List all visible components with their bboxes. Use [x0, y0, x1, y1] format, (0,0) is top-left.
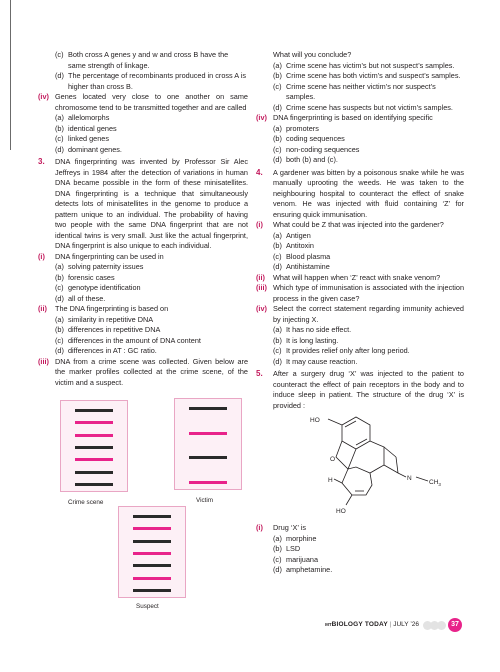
option-c: (c) linked genes — [55, 134, 109, 143]
option-c: (c) Blood plasma — [273, 251, 331, 261]
option-c: (c) It provides relief only after long period. — [273, 346, 410, 355]
victim-band-pink — [189, 481, 227, 484]
option-c: (c) genotype identification — [55, 283, 141, 292]
option-a: (a) promoters — [273, 123, 319, 133]
question-5-i-options — [256, 534, 464, 576]
option-b: (b) forensic cases — [55, 272, 115, 282]
suspect-band-pink — [133, 527, 171, 530]
suspect-band-pink — [133, 577, 171, 580]
option-c: (c) Crime scene has neither victim’s nor suspect’s samples. — [273, 81, 436, 101]
crime-scene-band-dark — [75, 446, 113, 449]
dna-fingerprint-diagram — [38, 388, 248, 610]
margin-rule — [10, 0, 11, 150]
victim-band-dark — [189, 456, 227, 459]
suspect-band-dark — [133, 564, 171, 567]
victim-profile — [174, 398, 242, 490]
issue-date: JULY ’26 — [393, 620, 419, 628]
option-b: (b) It is long lasting. — [273, 335, 339, 345]
methyl-label: $CH_3$ — [429, 479, 441, 487]
suspect-band-dark — [133, 540, 171, 543]
conclude-options — [256, 61, 464, 114]
option-d: (d) It may cause reaction. — [273, 356, 358, 366]
option-b: (b) LSD — [273, 544, 301, 553]
question-3-iv-options — [256, 124, 464, 166]
victim-band-dark — [189, 407, 227, 410]
crime-scene-label: Crime scene — [68, 499, 104, 506]
question-5-i: (i) Drug ‘X’ is — [256, 523, 306, 532]
option-d: (d) Antihistamine — [273, 262, 330, 271]
option-b: (b) identical genes — [55, 123, 117, 133]
crime-scene-band-pink — [75, 458, 113, 461]
option-c: (c) non-coding sequences — [273, 144, 360, 154]
hydrogen-label: H — [328, 477, 333, 484]
option-c: (c) Both cross A genes y and w and cross B have the same strength of linkage. — [55, 50, 229, 70]
option-d: (d) differences in AT : GC ratio. — [55, 346, 157, 355]
question-3-iv: (iv) DNA fingerprinting is based on identifying specific — [256, 113, 433, 122]
magazine-name: BIOLOGY TODAY — [331, 620, 388, 628]
suspect-band-dark — [133, 515, 171, 518]
ho-top-label: HO — [310, 417, 320, 424]
page-footer — [325, 618, 462, 632]
crime-scene-band-dark — [75, 409, 113, 412]
suspect-profile — [118, 506, 186, 598]
crime-scene-band-pink — [75, 434, 113, 437]
question-4-iv: (iv) Select the correct statement regarding immunity achieved by injecting X. — [256, 304, 464, 324]
suspect-band-dark — [133, 589, 171, 592]
left-column — [38, 50, 248, 610]
molecule-drawing — [256, 411, 464, 523]
victim-band-pink — [189, 432, 227, 435]
page-number: 37 — [448, 618, 462, 632]
suspect-band-pink — [133, 552, 171, 555]
victim-label: Victim — [196, 497, 214, 504]
option-d: (d) both (b) and (c). — [273, 155, 338, 164]
option-d: (d) The percentage of recombinants produced in cross A is higher than cross B. — [55, 71, 247, 91]
question-4-ii: (ii) What will happen when ‘Z’ react with snake venom? — [256, 272, 441, 282]
option-a: (a) morphine — [273, 533, 317, 543]
question-3-ii: (ii) The DNA fingerprinting is based on — [38, 304, 169, 313]
option-d: (d) Crime scene has suspects but not victim’s samples. — [273, 102, 453, 112]
question-4-i: (i) What could be Z that was injected into the gardener? — [256, 220, 444, 229]
suspect-label: Suspect — [136, 603, 159, 610]
option-a: (a) solving paternity issues — [55, 262, 144, 271]
crime-scene-band-pink — [75, 421, 113, 424]
option-c: (c) differences in the amount of DNA content — [55, 335, 201, 345]
crime-scene-profile — [60, 400, 128, 492]
option-d: (d) amphetamine. — [273, 565, 333, 574]
option-d: (d) dominant genes. — [55, 144, 122, 154]
morphine-structure — [256, 411, 464, 523]
right-column — [256, 50, 464, 576]
question-4-iv-options — [256, 325, 464, 367]
question-3: 3. DNA fingerprinting was invented by Professor Sir Alec Jeffreys in 1984 after the detection of variations in human DNA became possible in the form of these minisatellites. DNA fingerprinting is a technique that simultaneously detects lots of minisatellites in the genome to produce a pattern unique to an individual. The probability of having two people with the same DNA fingerprint that are not identical twins is very small. Just like the actual fingerprint, DNA fingerprint is also unique to each individual. — [38, 157, 248, 250]
option-a: (a) It has no side effect. — [273, 325, 352, 334]
prev-question-options — [38, 50, 248, 92]
option-d: (d) all of these. — [55, 293, 106, 303]
option-b: (b) coding sequences — [273, 134, 345, 143]
subquestion-iv: (iv) Genes located very close to one another on same chromosome tend to be transmitted together and are called — [38, 92, 248, 112]
question-5: 5. After a surgery drug ‘X’ was injected to the patient to counteract the effect of pain receptors in the body and to induce sleep in patient. The structure of the drug ‘X’ is provided : — [256, 369, 464, 410]
option-b: (b) Crime scene has both victim’s and suspect’s samples. — [273, 71, 461, 80]
crime-scene-band-dark — [75, 483, 113, 486]
option-a: (a) Antigen — [273, 230, 311, 240]
nitrogen-label: N — [407, 475, 412, 482]
footer-separator: | — [387, 620, 394, 628]
question-4: 4. A gardener was bitten by a poisonous snake while he was manually uprooting the weeds. He was taken to the neighbouring hospital to counteract the effect of snake venom. He was injected with fluid containing ‘Z’ for ensuring quick immunisation. — [256, 167, 464, 219]
question-4-i-options — [256, 231, 464, 273]
option-b: (b) Antitoxin — [273, 241, 314, 250]
option-a: (a) similarity in repetitive DNA — [55, 314, 154, 324]
aromatic-ring — [342, 417, 370, 449]
decorative-dots — [425, 621, 446, 630]
question-3-ii-options — [38, 315, 248, 357]
option-c: (c) marijuana — [273, 554, 319, 564]
question-3-iii: (iii) DNA from a crime scene was collected. Given below are the marker profiles collected at the crime scene, of the victim and a suspect. — [38, 356, 248, 387]
subquestion-iv-options — [38, 113, 248, 155]
conclude-prompt: What will you conclude? — [273, 50, 352, 59]
option-b: (b) differences in repetitive DNA — [55, 325, 161, 334]
ho-bottom-label: HO — [336, 508, 346, 515]
question-3-i-options — [38, 262, 248, 304]
question-4-iii: (iii) Which type of immunisation is associated with the injection process in the given case? — [256, 283, 464, 303]
oxygen-label: O — [330, 456, 336, 463]
option-a: (a) allelomorphs — [55, 113, 110, 122]
option-a: (a) Crime scene has victim’s but not suspect’s samples. — [273, 60, 455, 70]
crime-scene-band-dark — [75, 471, 113, 474]
magazine-prefix: MT — [325, 621, 332, 627]
question-3-i: (i) DNA fingerprinting can be used in — [38, 251, 164, 261]
